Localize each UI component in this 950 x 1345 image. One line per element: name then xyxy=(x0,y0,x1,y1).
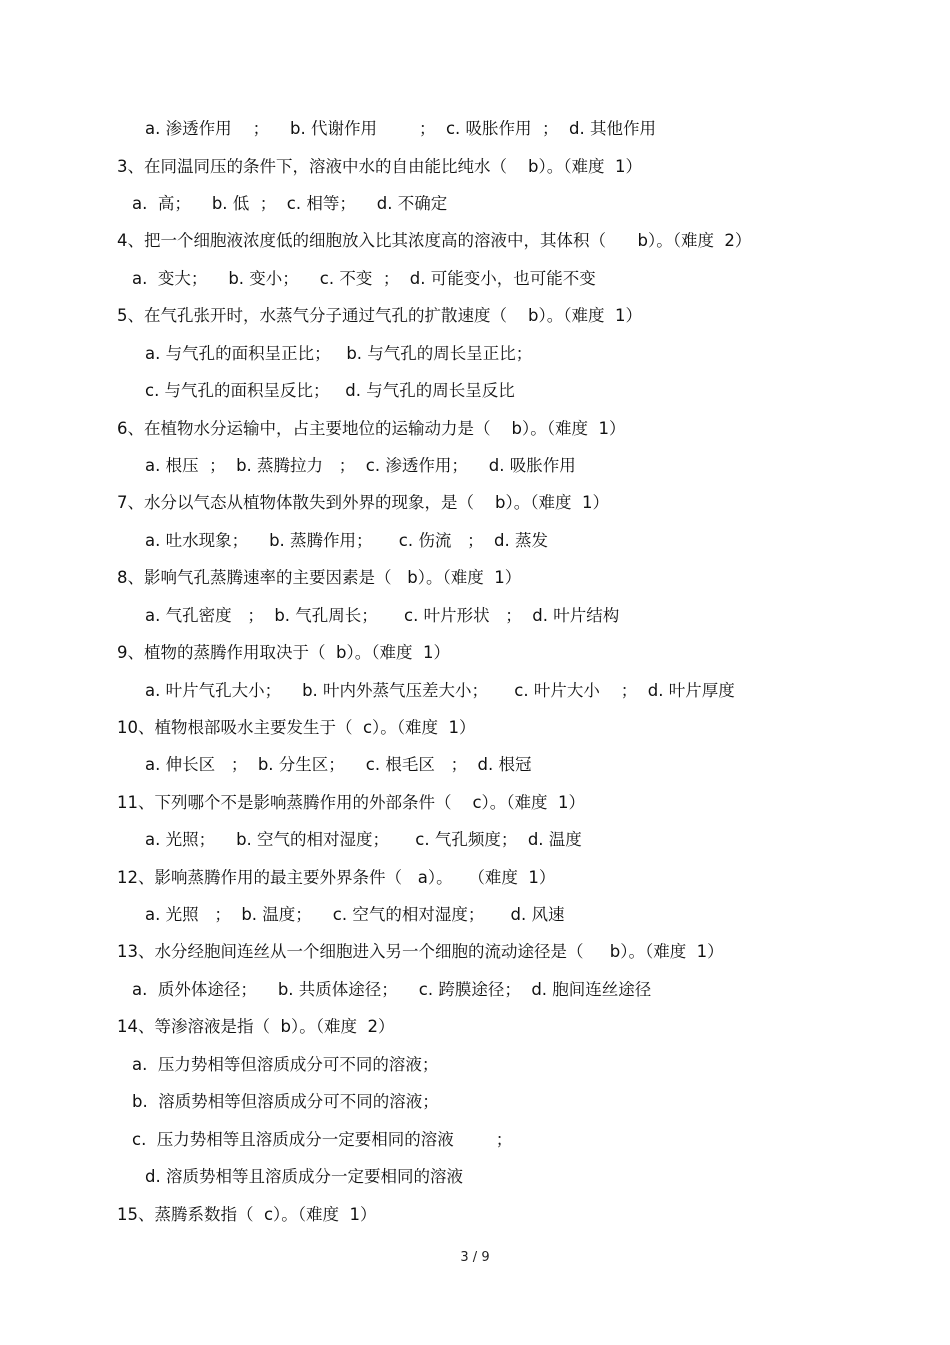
question-line: 8、影响气孔蒸腾速率的主要因素是（ b）。（难度 1） xyxy=(117,568,522,587)
question-line: 15、蒸腾系数指（ c）。（难度 1） xyxy=(117,1205,377,1224)
option-line: a. 压力势相等但溶质成分可不同的溶液； xyxy=(132,1055,439,1074)
option-line: a. 根压 ； b. 蒸腾拉力 ； c. 渗透作用； d. 吸胀作用 xyxy=(145,456,576,475)
option-line: a. 变大； b. 变小； c. 不变 ； d. 可能变小，也可能不变 xyxy=(132,269,596,288)
option-line: a. 伸长区 ； b. 分生区； c. 根毛区 ； d. 根冠 xyxy=(145,755,532,774)
option-line: c. 与气孔的面积呈反比； d. 与气孔的周长呈反比 xyxy=(145,381,515,400)
question-line: 3、在同温同压的条件下，溶液中水的自由能比纯水（ b）。（难度 1） xyxy=(117,157,642,176)
option-line: a. 与气孔的面积呈正比； b. 与气孔的周长呈正比； xyxy=(145,344,533,363)
option-line: a. 光照 ； b. 温度； c. 空气的相对湿度； d. 风速 xyxy=(145,905,565,924)
question-line: 10、植物根部吸水主要发生于（ c）。（难度 1） xyxy=(117,718,476,737)
question-line: 12、影响蒸腾作用的最主要外界条件（ a）。 （难度 1） xyxy=(117,868,556,887)
option-line: a. 叶片气孔大小； b. 叶内外蒸气压差大小； c. 叶片大小 ； d. 叶片厚度 xyxy=(145,681,735,700)
question-line: 5、在气孔张开时，水蒸气分子通过气孔的扩散速度（ b）。（难度 1） xyxy=(117,306,642,325)
option-line: a. 吐水现象； b. 蒸腾作用； c. 伤流 ； d. 蒸发 xyxy=(145,531,549,550)
option-line: a. 渗透作用 ； b. 代谢作用 ； c. 吸胀作用 ； d. 其他作用 xyxy=(145,119,656,138)
question-line: 13、水分经胞间连丝从一个细胞进入另一个细胞的流动途径是（ b）。（难度 1） xyxy=(117,942,724,961)
option-line: a. 高； b. 低 ； c. 相等； d. 不确定 xyxy=(132,194,448,213)
question-line: 4、把一个细胞液浓度低的细胞放入比其浓度高的溶液中，其体积（ b）。（难度 2） xyxy=(117,231,752,250)
option-line: a. 光照； b. 空气的相对湿度； c. 气孔频度； d. 温度 xyxy=(145,830,582,849)
question-line: 14、等渗溶液是指（ b）。（难度 2） xyxy=(117,1017,395,1036)
option-line: c. 压力势相等且溶质成分一定要相同的溶液 ； xyxy=(132,1130,513,1149)
option-line: b. 溶质势相等但溶质成分可不同的溶液； xyxy=(132,1092,439,1111)
question-line: 6、在植物水分运输中，占主要地位的运输动力是（ b）。（难度 1） xyxy=(117,419,626,438)
option-line: a. 气孔密度 ； b. 气孔周长； c. 叶片形状 ； d. 叶片结构 xyxy=(145,606,620,625)
option-line: a. 质外体途径； b. 共质体途径； c. 跨膜途径； d. 胞间连丝途径 xyxy=(132,980,652,999)
question-line: 11、下列哪个不是影响蒸腾作用的外部条件（ c）。（难度 1） xyxy=(117,793,586,812)
question-line: 7、水分以气态从植物体散失到外界的现象，是（ b）。（难度 1） xyxy=(117,493,609,512)
question-line: 9、植物的蒸腾作用取决于（ b）。（难度 1） xyxy=(117,643,450,662)
page-number: 3 / 9 xyxy=(460,1250,490,1265)
option-line: d. 溶质势相等且溶质成分一定要相同的溶液 xyxy=(145,1167,463,1186)
